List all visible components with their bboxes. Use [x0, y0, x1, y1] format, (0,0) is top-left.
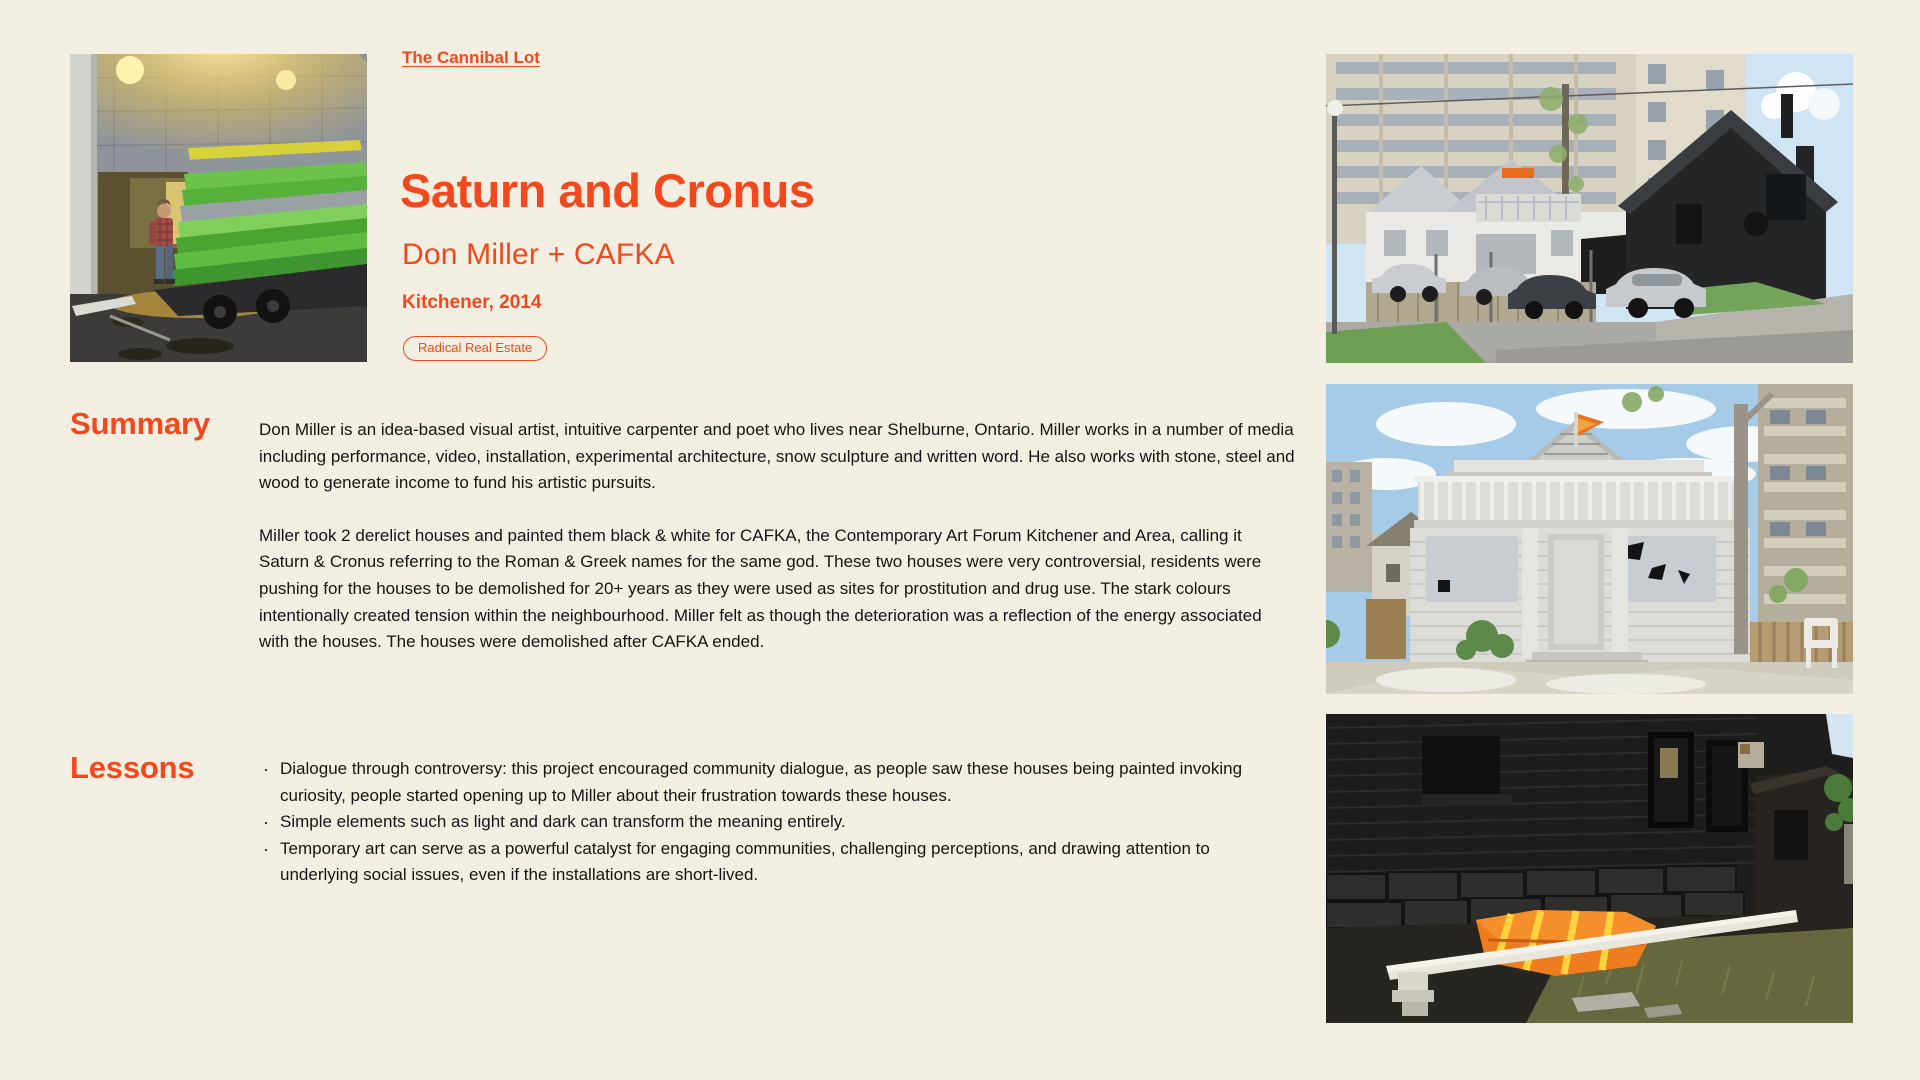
artist-subtitle: Don Miller + CAFKA: [402, 238, 675, 271]
bullet-marker: ·: [263, 838, 269, 859]
summary-text-block: [259, 417, 1295, 682]
photo-street-view-two-houses: [1326, 54, 1853, 363]
list-item: [263, 809, 1275, 836]
list-item: [263, 836, 1275, 889]
lessons-heading: Lessons: [70, 750, 195, 785]
bullet-marker: ·: [263, 812, 269, 833]
lesson-text: Simple elements such as light and dark can transform the meaning entirely.: [280, 812, 846, 832]
page-title: Saturn and Cronus: [400, 164, 815, 217]
radical-real-estate-tag[interactable]: Radical Real Estate: [403, 336, 547, 361]
lesson-text: Temporary art can serve as a powerful catalyst for engaging communities, challenging perceptions, and drawing attention to underlying social issues, even if the installations are short-lived.: [280, 838, 1210, 885]
location-year: Kitchener, 2014: [402, 292, 542, 313]
summary-paragraph: Miller took 2 derelict houses and painted them black & white for CAFKA, the Contemporary Art Forum Kitchener and Area, calling it Saturn & Cronus referring to the Roman & Greek names for the same god. These two houses were very controversial, residents were pushing for the houses to be demolished for 20+ years as they were used as sites for prostitution and drug use. The stark colours intentionally created tension within the neighbourhood. Miller felt as though the deterioration was a reflection of the energy associated with the houses. The houses were demolished after CAFKA ended.: [259, 525, 1262, 652]
lesson-text: Dialogue through controversy: this project encouraged community dialogue, as people saw these houses being painted invoking curiosity, people started opening up to Miller about their frustration towards these houses.: [280, 759, 1243, 805]
photo-white-house: [1326, 384, 1853, 694]
cannibal-lot-link[interactable]: The Cannibal Lot: [402, 48, 540, 67]
bullet-marker: ·: [263, 759, 269, 779]
summary-heading: Summary: [70, 406, 210, 441]
photo-black-house-canoe: [1326, 714, 1853, 1023]
list-item: [263, 756, 1275, 809]
hero-photo-trailer-green-panels: [70, 54, 367, 362]
lessons-list: [263, 756, 1275, 889]
summary-paragraph: Don Miller is an idea-based visual artist, intuitive carpenter and poet who lives near Shelburne, Ontario. Miller works in a number of media including performance, video, installation, experimental architecture, snow sculpture and written word. He also works with stone, steel and wood to generate income to fund his artistic pursuits.: [259, 420, 1295, 493]
